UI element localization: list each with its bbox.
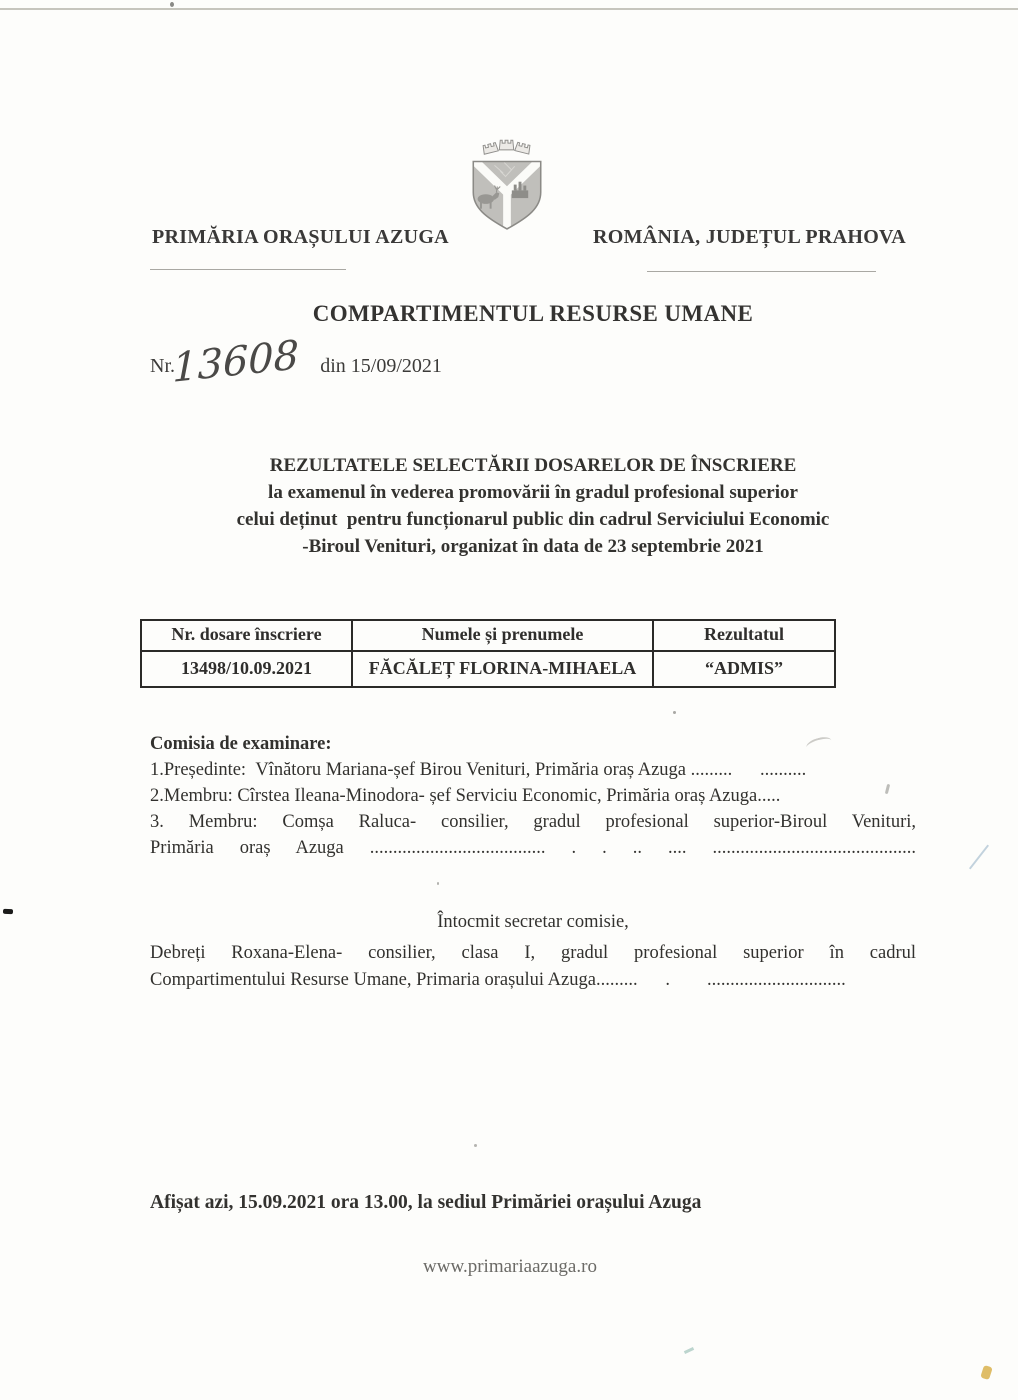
handwritten-registration-number: 13608 bbox=[172, 332, 299, 392]
table-header-row bbox=[141, 620, 835, 651]
subject-line-2: la examenul în vederea promovării în gradul profesional superior bbox=[268, 482, 798, 503]
institution-name-left: PRIMĂRIA ORAȘULUI AZUGA bbox=[152, 226, 449, 248]
cell-file-number: 13498/10.09.2021 bbox=[141, 651, 352, 687]
table-header-name: Numele și prenumele bbox=[352, 620, 653, 651]
subject-paragraph bbox=[150, 452, 916, 560]
scan-artifact bbox=[3, 909, 13, 915]
table-row bbox=[141, 651, 835, 687]
department-title: COMPARTIMENTUL RESURSE UMANE bbox=[312, 301, 754, 326]
scan-edge-line bbox=[0, 8, 1018, 10]
commission-member-1: 2.Membru: Cîrstea Ileana-Minodora- șef Serviciu Economic, Primăria oraș Azuga..... bbox=[150, 786, 781, 806]
scan-artifact bbox=[474, 1144, 477, 1147]
commission-section bbox=[150, 731, 916, 861]
table-header-result: Rezultatul bbox=[653, 620, 835, 651]
commission-president: 1.Președinte: Vînătoru Mariana-șef Birou Venituri, Primăria oraș Azuga ......... .......... bbox=[150, 760, 807, 780]
cell-name: FĂCĂLEȚ FLORINA-MIHAELA bbox=[352, 651, 653, 687]
commission-member-2-continued: Primăria oraș Azuga ...................................... . . .. .... ............................................ bbox=[150, 838, 916, 858]
country-county-title: ROMÂNIA, JUDEȚUL PRAHOVA bbox=[593, 226, 906, 248]
website-url: www.primariaazuga.ro bbox=[423, 1256, 597, 1277]
scan-artifact bbox=[437, 882, 439, 885]
coat-of-arms-icon bbox=[454, 136, 560, 238]
table-header-file-number: Nr. dosare înscriere bbox=[141, 620, 352, 651]
crown-icon bbox=[482, 140, 531, 154]
results-table bbox=[140, 619, 836, 688]
header-rule-left bbox=[150, 269, 346, 270]
header-rule-right bbox=[647, 271, 876, 272]
registration-line bbox=[150, 332, 442, 392]
prepared-by-line-1: Debreți Roxana-Elena- consilier, clasa I, gradul profesional superior în cadrul bbox=[150, 943, 916, 963]
cell-result: “ADMIS” bbox=[653, 651, 835, 687]
registration-prefix: Nr. bbox=[150, 355, 175, 377]
subject-line-4: -Biroul Venituri, organizat în data de 23 septembrie 2021 bbox=[302, 536, 764, 557]
posting-notice: Afișat azi, 15.09.2021 ora 13.00, la sediul Primăriei orașului Azuga bbox=[150, 1192, 702, 1213]
subject-line-1: REZULTATELE SELECTĂRII DOSARELOR DE ÎNSCRIERE bbox=[269, 455, 797, 476]
prepared-by-section bbox=[150, 940, 916, 994]
subject-line-3: celui deținut pentru funcționarul public din cadrul Serviciului Economic bbox=[236, 509, 830, 530]
commission-heading: Comisia de examinare: bbox=[150, 734, 332, 754]
prepared-by-line-2: Compartimentului Resurse Umane, Primaria orașului Azuga......... . .............................. bbox=[150, 970, 846, 990]
scan-artifact bbox=[170, 2, 174, 7]
prepared-by-heading: Întocmit secretar comisie, bbox=[437, 912, 629, 932]
scan-artifact bbox=[684, 1347, 694, 1354]
scan-artifact bbox=[980, 1365, 993, 1380]
scan-artifact bbox=[673, 711, 676, 714]
scan-artifact bbox=[969, 845, 989, 870]
commission-member-2: 3. Membru: Comșa Raluca- consilier, gradul profesional superior-Biroul Venituri, bbox=[150, 812, 916, 832]
registration-date: din 15/09/2021 bbox=[320, 355, 442, 377]
